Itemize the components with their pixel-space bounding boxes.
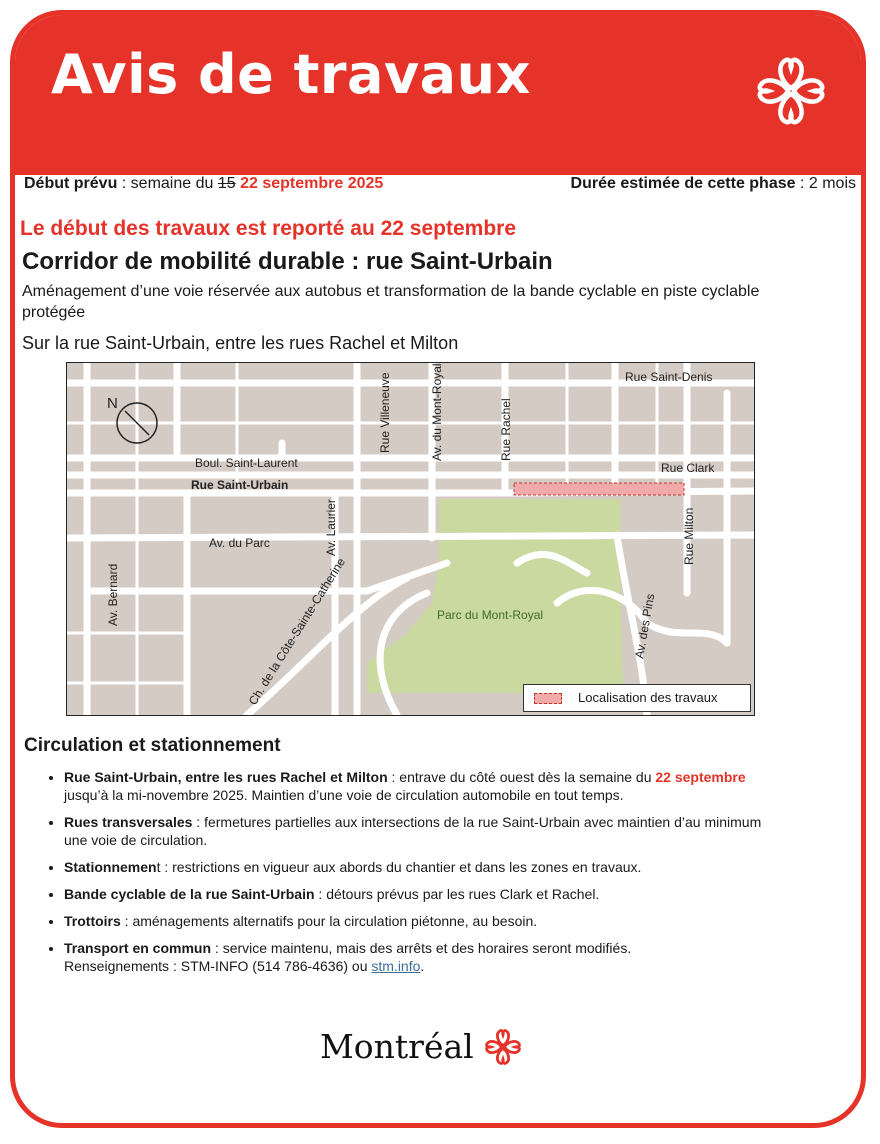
map-drawing: [67, 363, 754, 715]
old-date: 15: [217, 175, 236, 192]
list-item: • Stationnement : restrictions en vigueur aux abords du chantier et dans les zones en travaux.: [64, 858, 774, 876]
label-cote-ste-catherine: Ch. de la Côte-Sainte-Catherine: [245, 555, 349, 708]
stm-link[interactable]: stm.info: [371, 958, 421, 974]
page-title: Avis de travaux: [51, 43, 531, 106]
north-arrow-icon: [107, 395, 157, 443]
duration: Durée estimée de cette phase : 2 mois: [570, 175, 856, 192]
label-saint-denis: Rue Saint-Denis: [625, 370, 713, 384]
label-laurier: Av. Laurier: [324, 499, 338, 556]
project-subtitle: Aménagement d’une voie réservée aux autobus et transformation de la bande cyclable en piste cyclable protégée: [22, 283, 760, 321]
label-rachel: Rue Rachel: [499, 398, 513, 461]
header-banner: [15, 15, 861, 175]
postponed-notice: Le début des travaux est reporté au 22 septembre: [20, 217, 517, 240]
label-mont-royal: Av. du Mont-Royal: [430, 363, 444, 461]
park-area: [367, 499, 623, 693]
list-item: • Transport en commun : service maintenu, mais des arrêts et des horaires seront modifiés. Renseignements : STM-INFO (514 786-4636) ou stm.info.: [64, 939, 774, 975]
montreal-rosette-icon: [753, 53, 829, 129]
montreal-rosette-icon: [483, 1027, 523, 1067]
label-saint-urbain: Rue Saint-Urbain: [191, 478, 289, 492]
traffic-list: [40, 768, 774, 984]
label-pins: Av. des Pins: [632, 592, 658, 660]
label-saint-laurent: Boul. Saint-Laurent: [195, 456, 298, 470]
label-villeneuve: Rue Villeneuve: [378, 372, 392, 453]
north-label: N: [107, 395, 118, 412]
new-date: 22 septembre 2025: [235, 175, 384, 192]
list-item: • Trottoirs : aménagements alternatifs pour la circulation piétonne, au besoin.: [64, 912, 774, 930]
label-parc: Av. du Parc: [209, 536, 270, 550]
list-item: • Bande cyclable de la rue Saint-Urbain : détours prévus par les rues Clark et Rachel.: [64, 885, 774, 903]
label-park: Parc du Mont-Royal: [437, 608, 544, 622]
legend-swatch: [534, 693, 562, 704]
map-legend: [523, 684, 751, 712]
project-title: Corridor de mobilité durable : rue Saint-Urbain: [22, 248, 553, 275]
legend-label: Localisation des travaux: [578, 690, 718, 705]
montreal-wordmark: Montréal: [320, 1027, 474, 1066]
list-item: • Rues transversales : fermetures partielles aux intersections de la rue Saint-Urbain avec maintien d’au minimum une voie de circulation.: [64, 813, 774, 849]
start-date: Début prévu : semaine du 15 22 septembre 2025: [24, 175, 384, 192]
project-section: Sur la rue Saint-Urbain, entre les rues Rachel et Milton: [22, 333, 459, 353]
works-location: [514, 483, 684, 495]
label-milton: Rue Milton: [682, 507, 696, 565]
label-clark: Rue Clark: [661, 461, 715, 475]
works-map: [66, 362, 755, 716]
traffic-title: Circulation et stationnement: [24, 735, 281, 756]
montreal-logo: [320, 1023, 530, 1071]
label-bernard: Av. Bernard: [106, 563, 120, 626]
list-item: • Rue Saint-Urbain, entre les rues Rachel et Milton : entrave du côté ouest dès la semaine du 22 septembre jusqu’à la mi-novembre 2025. Maintien d’une voie de circulation automobile en tout temps.: [64, 768, 774, 804]
